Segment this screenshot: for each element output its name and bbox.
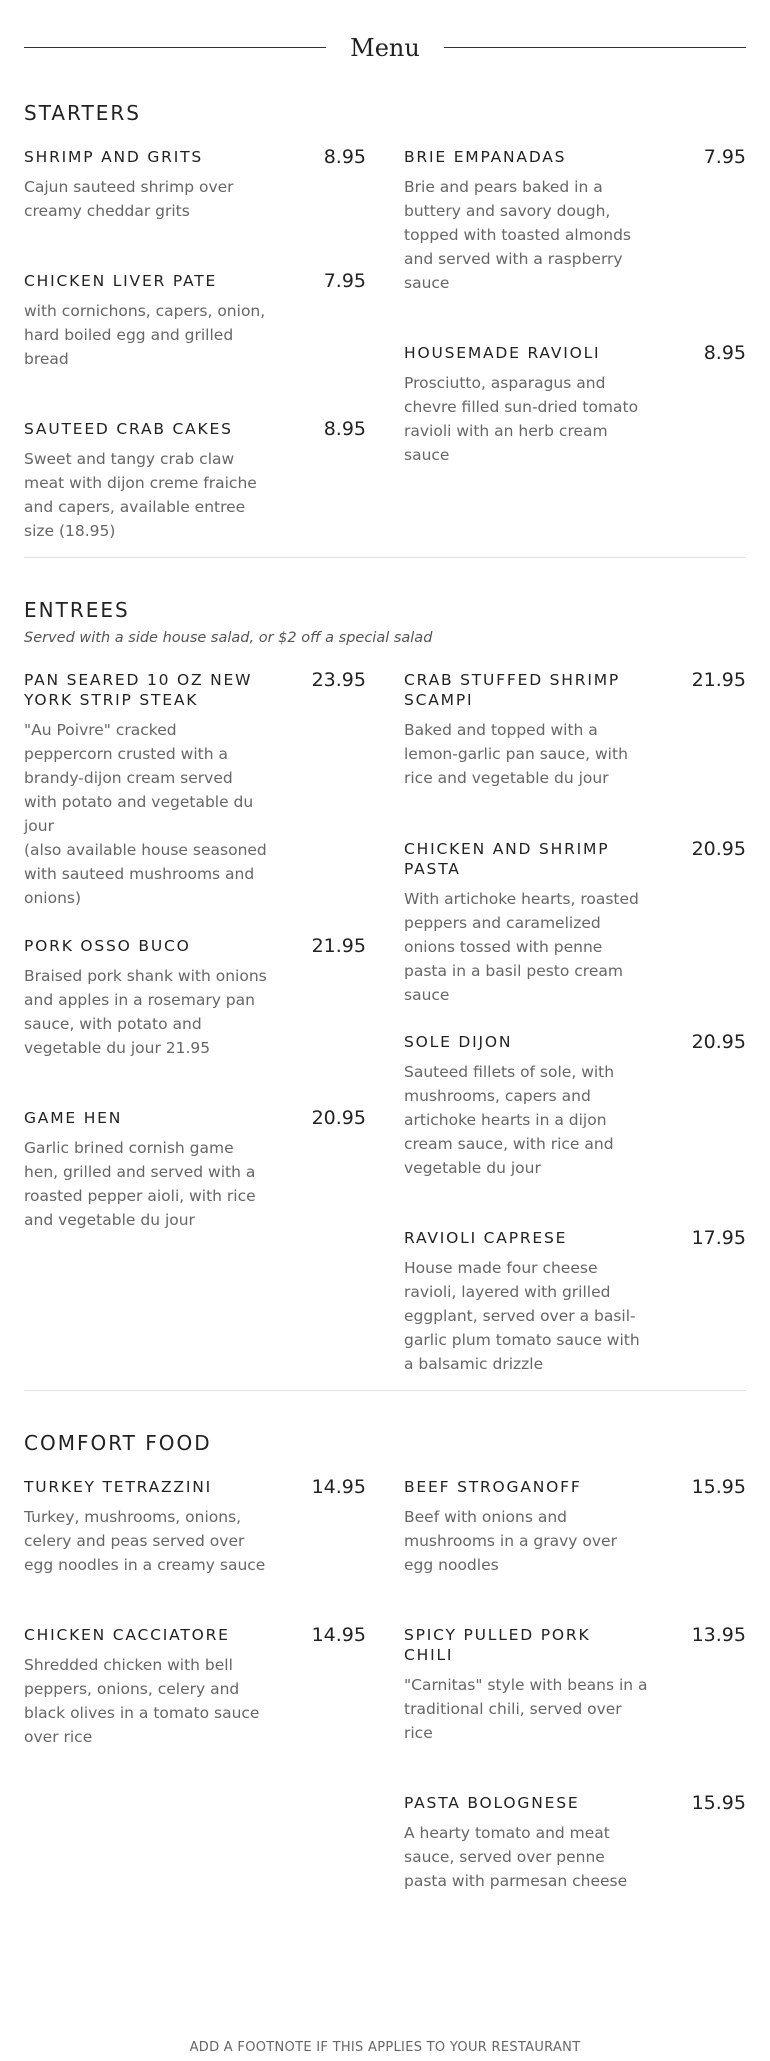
item-description: Beef with onions and mushrooms in a gravy over egg noodles [404,1508,617,1574]
item-name: CHICKEN LIVER PATE [24,272,218,290]
item-description: Turkey, mushrooms, onions, celery and peas served over egg noodles in a creamy sauce [24,1508,266,1574]
item-price: 21.95 [691,669,746,691]
item-name: PASTA BOLOGNESE [404,1794,580,1812]
item-name: CRAB STUFFED SHRIMP SCAMPI [404,671,621,709]
starters-right-column [404,147,746,549]
item-price: 7.95 [323,270,366,292]
item-name: BRIE EMPANADAS [404,148,567,166]
menu-item [24,147,366,271]
item-price: 13.95 [691,1624,746,1646]
section-title: COMFORT FOOD [24,1431,212,1455]
item-price: 8.95 [703,342,746,364]
item-description: "Au Poivre" cracked peppercorn crusted with a brandy-dijon cream served with potato and vegetable du jour (also available house seasoned with sauteed mushrooms and onions) [24,721,267,907]
item-description: with cornichons, capers, onion, hard boiled egg and grilled bread [24,302,266,368]
item-price: 8.95 [323,418,366,440]
item-price: 8.95 [323,146,366,168]
menu-item [404,147,746,343]
item-description: "Carnitas" style with beans in a traditional chili, served over rice [404,1676,648,1742]
section-note: Served with a side house salad, or $2 off a special salad [24,630,433,646]
item-price: 20.95 [311,1107,366,1129]
item-name: SOLE DIJON [404,1033,513,1051]
menu-item [24,1108,366,1238]
menu-item [404,839,746,1032]
item-description: A hearty tomato and meat sauce, served over penne pasta with parmesan cheese [404,1824,628,1890]
section-title: ENTREES [24,598,130,622]
item-price: 20.95 [691,1031,746,1053]
menu-item [24,936,366,1108]
menu-item [404,1625,746,1793]
item-description: Cajun sauteed shrimp over creamy cheddar grits [24,178,234,220]
menu-item [404,1228,746,1380]
item-description: House made four cheese ravioli, layered with grilled eggplant, served over a basil-garlic plum tomato sauce with a balsamic drizzle [404,1259,640,1373]
item-name: CHICKEN AND SHRIMP PASTA [404,840,610,878]
item-price: 20.95 [691,838,746,860]
starters-left-column [24,147,366,549]
item-price: 14.95 [311,1624,366,1646]
section-title: STARTERS [24,101,141,125]
menu-item [404,1032,746,1228]
menu-header [24,0,746,95]
item-description: Shredded chicken with bell peppers, onions, celery and black olives in a tomato sauce over rice [24,1656,260,1746]
comfort-left-column [24,1477,366,1903]
item-name: SPICY PULLED PORK CHILI [404,1626,591,1664]
section-divider [24,1390,746,1391]
item-name: PAN SEARED 10 OZ NEW YORK STRIP STEAK [24,671,253,709]
item-description: Prosciutto, asparagus and chevre filled sun-dried tomato ravioli with an herb cream sauce [404,374,639,464]
item-price: 14.95 [311,1476,366,1498]
item-name: CHICKEN CACCIATORE [24,1626,230,1644]
item-price: 23.95 [311,669,366,691]
item-description: With artichoke hearts, roasted peppers and caramelized onions tossed with penne pasta in a basil pesto cream sauce [404,890,639,1004]
comfort-right-column [404,1477,746,1903]
section-comfort-food [24,1431,746,1903]
menu-item [24,271,366,419]
item-price: 17.95 [691,1227,746,1249]
entrees-right-column [404,670,746,1380]
menu-item [24,419,366,549]
item-price: 21.95 [311,935,366,957]
item-price: 15.95 [691,1792,746,1814]
footnote: ADD A FOOTNOTE IF THIS APPLIES TO YOUR RESTAURANT [189,2040,581,2055]
item-description: Braised pork shank with onions and apples in a rosemary pan sauce, with potato and vegetable du jour 21.95 [24,967,267,1057]
item-name: HOUSEMADE RAVIOLI [404,344,601,362]
item-name: SAUTEED CRAB CAKES [24,420,233,438]
item-description: Garlic brined cornish game hen, grilled and served with a roasted pepper aioli, with rice and vegetable du jour [24,1139,256,1229]
item-name: TURKEY TETRAZZINI [24,1478,212,1496]
menu-title: Menu [350,33,420,62]
item-name: BEEF STROGANOFF [404,1478,582,1496]
header-rule-right [444,47,746,48]
item-price: 15.95 [691,1476,746,1498]
menu-item [24,670,366,936]
section-divider [24,557,746,558]
section-entrees [24,598,746,1380]
menu-item [24,1625,366,1755]
item-description: Baked and topped with a lemon-garlic pan sauce, with rice and vegetable du jour [404,721,628,787]
item-description: Brie and pears baked in a buttery and savory dough, topped with toasted almonds and served with a raspberry sauce [404,178,631,292]
header-rule-left [24,47,326,48]
menu-item [404,1477,746,1625]
item-name: SHRIMP AND GRITS [24,148,204,166]
menu-item [24,1477,366,1625]
menu-item [404,1793,746,1903]
menu-item [404,670,746,839]
menu-item [404,343,746,473]
item-description: Sweet and tangy crab claw meat with dijon creme fraiche and capers, available entree size (18.95) [24,450,257,540]
item-description: Sauteed fillets of sole, with mushrooms, capers and artichoke hearts in a dijon cream sauce, with rice and vegetable du jour [404,1063,615,1177]
item-price: 7.95 [703,146,746,168]
item-name: GAME HEN [24,1109,123,1127]
item-name: PORK OSSO BUCO [24,937,191,955]
section-starters [24,101,746,549]
entrees-left-column [24,670,366,1380]
item-name: RAVIOLI CAPRESE [404,1229,568,1247]
